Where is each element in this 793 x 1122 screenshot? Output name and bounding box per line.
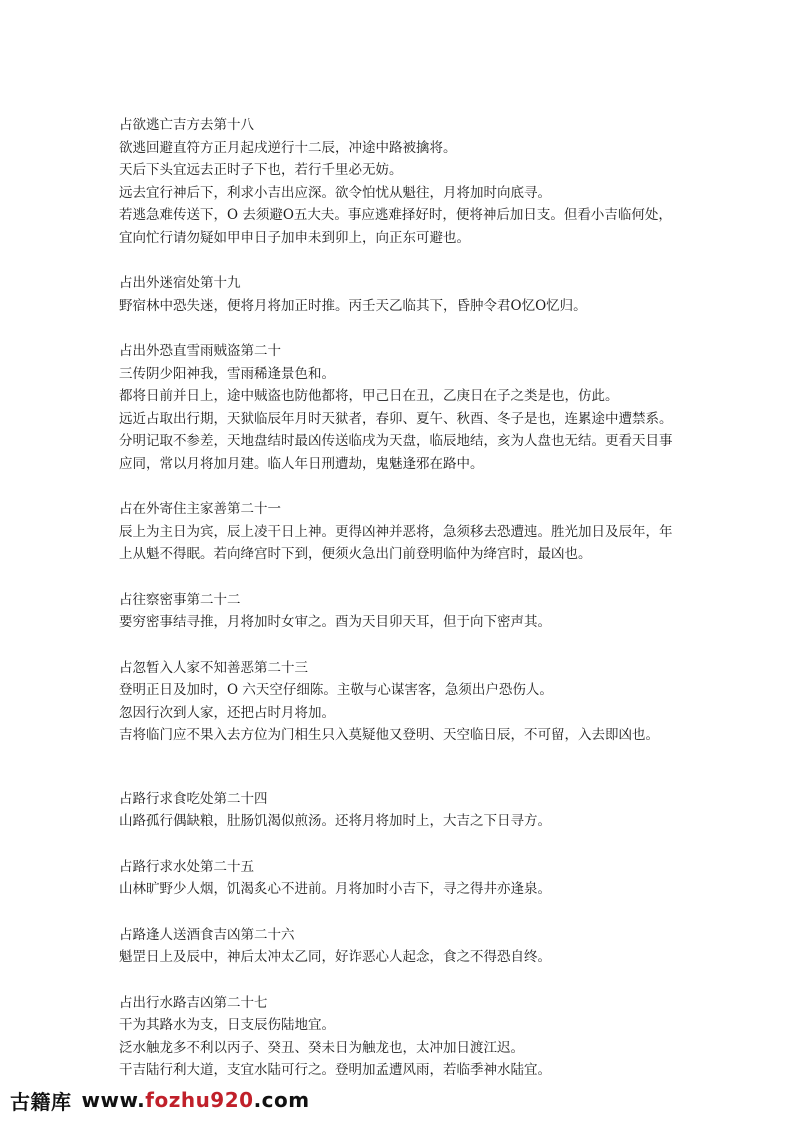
section-heading: 占在外寄住主家善第二十一: [119, 501, 281, 517]
site-watermark: [10, 1085, 310, 1115]
paragraph: 吉将临门应不果入去方位为门相生只入莫疑他又登明、天空临日辰，不可留，入去即凶也。: [119, 727, 659, 743]
section-heading: 占出外恐直雪雨贼盗第二十: [119, 343, 281, 359]
paragraph: 登明正日及加时，O 六天空仔细陈。主敬与心谋害客，急须出户恐伤人。: [119, 682, 553, 698]
section-heading: 占路行求食吃处第二十四: [119, 790, 268, 807]
section-heading: 占路逢人送酒食吉凶第二十六: [119, 926, 295, 943]
paragraph: 远近占取出行期，天狱临辰年月时天狱者，春卯、夏午、秋酉、冬子是也，连累途中遭禁系。分明记取不参差，天地盘结时最凶传送临戌为天盘，临辰地结，亥为人盘也无结。更看天目事应同，常以月将加月建。临人年日刑遭劫，鬼魅逢邪在路中。: [119, 410, 673, 472]
section-20: [119, 340, 679, 475]
paragraph: 要穷密事结寻推，月将加时女审之。酉为天目卯天耳，但于向下密声其。: [119, 614, 551, 630]
paragraph: 远去宜行神后下，利求小吉出应深。欲令怕忧从魁往，月将加时向底寻。: [119, 184, 551, 201]
paragraph: 干为其路水为支，日支辰伤陆地宜。: [119, 1017, 335, 1033]
watermark-url-middle: fozhu920: [145, 1088, 254, 1112]
paragraph: 天后下头宜远去正时子下也，若行千里必无妨。: [119, 162, 403, 178]
paragraph: 野宿林中恐失迷，便将月将加正时推。丙壬天乙临其下，昏肿令君O忆O忆归。: [119, 297, 587, 314]
section-21: [119, 498, 679, 566]
section-heading: 占出行水路吉凶第二十七: [119, 994, 268, 1011]
watermark-url-suffix: .com: [253, 1088, 310, 1112]
section-heading: 占往察密事第二十二: [119, 591, 241, 608]
paragraph: 山路孤行偶缺粮，肚肠饥渴似煎汤。还将月将加时上，大吉之下日寻方。: [119, 813, 551, 829]
section-24: [119, 788, 679, 833]
paragraph: 山林旷野少人烟，饥渴炙心不进前。月将加时小吉下，寻之得井亦逢泉。: [119, 881, 551, 897]
section-heading: 占出外迷宿处第十九: [119, 275, 241, 291]
paragraph: 忽因行次到人家，还把占时月将加。: [119, 704, 335, 721]
watermark-url-prefix: www.: [81, 1088, 146, 1112]
section-heading: 占路行求水处第二十五: [119, 858, 254, 875]
watermark-brand: 古籍库: [10, 1089, 72, 1114]
paragraph: 魁罡日上及辰中，神后太冲太乙同，好诈恶心人起念，食之不得恐自终。: [119, 949, 551, 965]
section-18: [119, 114, 679, 249]
paragraph: 辰上为主日为宾，辰上凌干日上神。更得凶神并恶将，急须移去恐遭迍。胜光加日及辰年，年上从魁不得眠。若向绛宫时下到，便须火急出门前登明临仲为绛宫时，最凶也。: [119, 523, 673, 562]
section-22: [119, 589, 679, 634]
paragraph: 若逃急难传送下，O 去须避O五大夫。事应逃难择好时，便将神后加日支。但看小吉临何处，宜向忙行请勿疑如甲申日子加申未到卯上，向正东可避也。: [119, 207, 672, 246]
document-body: [119, 114, 679, 1105]
paragraph: 都将日前并日上，途中贼盗也防他都将，甲己日在丑，乙庚日在子之类是也，仿此。: [119, 388, 619, 404]
section-26: [119, 924, 679, 969]
section-27: [119, 992, 679, 1082]
paragraph: 三传阴少阳神我，雪雨稀逢景色和。: [119, 365, 335, 382]
paragraph: 干吉陆行利大道，支宜水陆可行之。登明加孟遭风雨，若临季神水陆宜。: [119, 1062, 551, 1078]
section-heading: 占欲逃亡吉方去第十八: [119, 117, 254, 133]
paragraph: 泛水触龙多不利以丙子、癸丑、癸未日为触龙也，太冲加日渡江迟。: [119, 1039, 524, 1056]
paragraph: 欲逃回避直符方正月起戌逆行十二辰，冲途中路被擒将。: [119, 139, 457, 156]
section-25: [119, 856, 679, 901]
section-heading: 占忽暂入人家不知善恶第二十三: [119, 659, 308, 676]
section-19: [119, 272, 679, 317]
section-23: [119, 657, 679, 747]
